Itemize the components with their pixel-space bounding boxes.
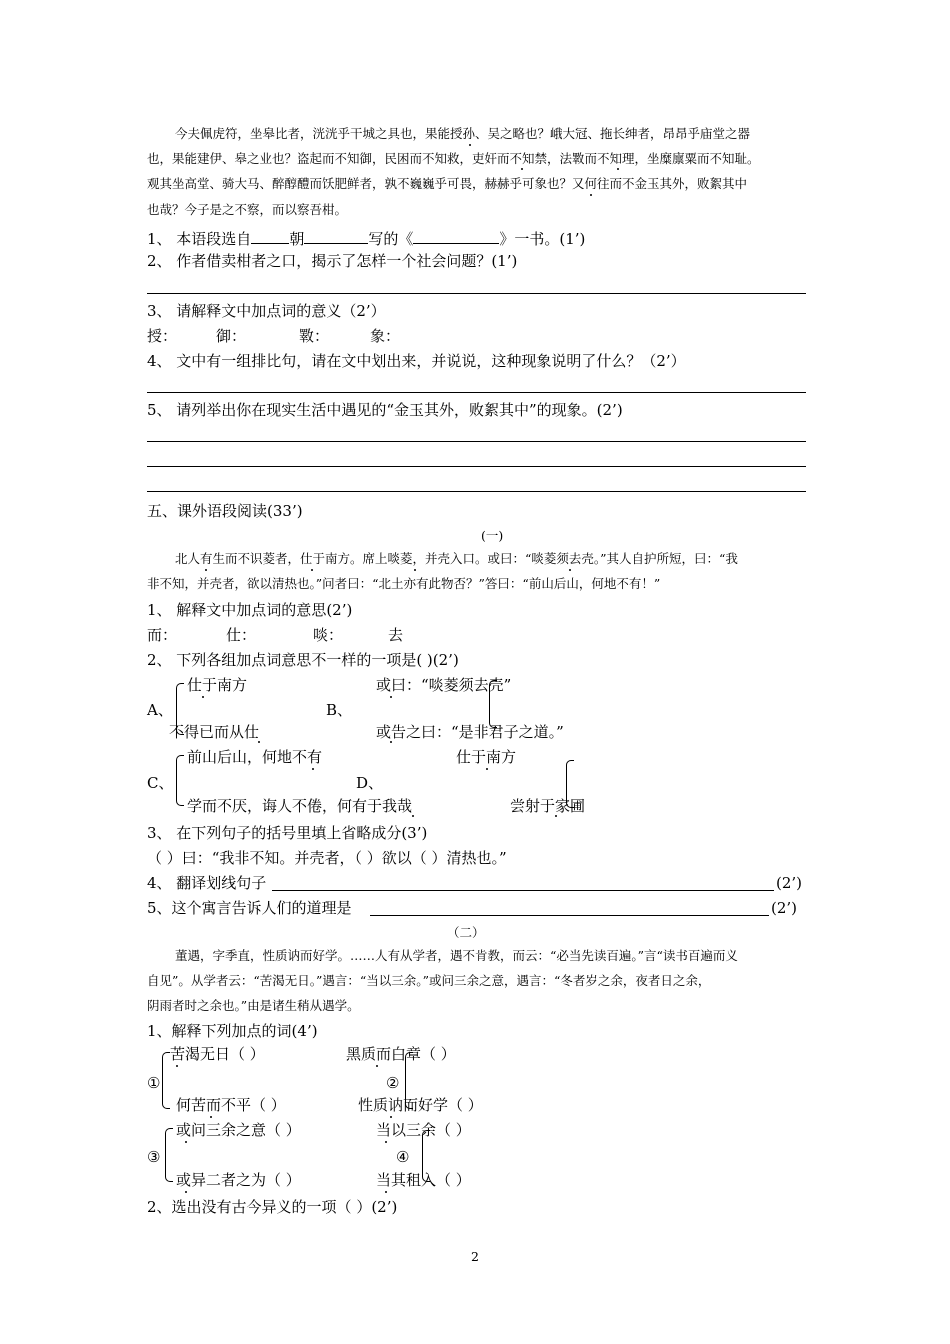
emphasis-dot	[469, 144, 471, 146]
emphasis-dot	[210, 1116, 212, 1118]
emphasis-dot	[376, 1065, 378, 1067]
part2-line3: 阴雨者时之余也。”由是诸生稍从遇学。	[147, 998, 360, 1013]
page-number: 2	[471, 1249, 479, 1264]
option-b-label[interactable]: B、	[326, 701, 353, 719]
emphasis-dot	[176, 1065, 178, 1067]
s5-question-2: 2、 下列各组加点词意思不一样的一项是( )(2’)	[147, 651, 459, 669]
option-a-label[interactable]: A、	[147, 701, 173, 719]
s5-q4-score: (2’)	[776, 874, 803, 892]
emphasis-dot	[390, 696, 392, 698]
answer-line[interactable]	[147, 491, 806, 492]
passage1-line3: 观其坐高堂、骑大马、醉醇醴而饫肥鲜者，孰不巍巍乎可畏，赫赫乎可象也？又何往而不金玉其外，败絮其中	[147, 176, 748, 191]
emphasis-dot	[521, 168, 523, 170]
emphasis-dot	[486, 768, 488, 770]
blank[interactable]	[304, 229, 368, 244]
question-4: 4、 文中有一组排比句，请在文中划出来，并说说，这种现象说明了什么？（2’）	[147, 352, 686, 370]
p2-question-2: 2、选出没有古今异义的一项（ ）(2’)	[147, 1198, 398, 1216]
emphasis-dot	[258, 741, 260, 743]
option-d-label[interactable]: D、	[356, 774, 384, 792]
option-d-line2: 尝射于家圃	[510, 797, 586, 815]
part2-title: （二）	[447, 925, 485, 940]
emphasis-dot	[311, 569, 313, 571]
passage1-line4: 也哉？今子是之不察，而以察吾柑。	[147, 202, 348, 217]
group4-item-b[interactable]: 当其租入（ ）	[376, 1171, 471, 1189]
part2-line1: 董遇，字季直，性质讷而好学。……人有从学者，遇不肯教，而云：“必当先读百遍。”言“读书百遍而义	[175, 948, 738, 963]
group3-label: ③	[147, 1148, 161, 1166]
group4-item-a[interactable]: 当以三余（ ）	[376, 1121, 471, 1139]
part1-title: (一)	[481, 528, 504, 543]
passage1-line2: 也，果能建伊、皋之业也？盗起而不知御，民困而不知救，吏奸而不知禁，法斁而不知理，坐糜廪粟而不知耻。	[147, 151, 760, 166]
emphasis-dot	[202, 696, 204, 698]
question-1: 1、 本语段选自 朝 写的《 》一书。(1’)	[147, 230, 586, 248]
s5-question-3: 3、 在下列句子的括号里填上省略成分(3’)	[147, 824, 428, 842]
emphasis-dot	[385, 1141, 387, 1143]
group3-item-b[interactable]: 或异二者之为（ ）	[176, 1171, 301, 1189]
answer-line[interactable]	[147, 441, 806, 442]
blank[interactable]	[251, 229, 289, 244]
blank[interactable]	[413, 229, 499, 244]
option-b-line1: 或曰：“啖菱须去壳”	[376, 676, 512, 694]
option-c-line2: 学而不厌，诲人不倦，何有于我哉	[187, 797, 413, 815]
part1-line1: 北人有生而不识菱者，仕于南方。席上啖菱，并壳入口。或曰：“啖菱须去壳。”其人自护所短，曰：“我	[175, 551, 738, 566]
emphasis-dot	[569, 569, 571, 571]
answer-line[interactable]	[272, 890, 774, 891]
group1-label: ①	[147, 1074, 161, 1092]
passage1-line1: 今夫佩虎符，坐皋比者，洸洸乎干城之具也，果能授孙、吴之略也？峨大冠、拖长绅者，昂昂乎庙堂之器	[175, 126, 751, 141]
question-5: 5、 请列举出你在现实生活中遇见的“金玉其外，败絮其中”的现象。(2’)	[147, 401, 623, 419]
group1-item-b[interactable]: 何苦而不平（ ）	[176, 1096, 286, 1114]
emphasis-dot	[414, 569, 416, 571]
emphasis-dot	[390, 1116, 392, 1118]
group1-item-a[interactable]: 苦渴无日（ ）	[170, 1045, 265, 1063]
brace-group3	[165, 1128, 173, 1182]
emphasis-dot	[312, 768, 314, 770]
brace-group1	[162, 1052, 170, 1109]
option-b-line2: 或告之曰：“是非君子之道。”	[376, 723, 564, 741]
question-3: 3、 请解释文中加点词的意义（2’）	[147, 302, 386, 320]
emphasis-dot	[385, 1191, 387, 1193]
s5-q1-word-3: 啖：	[313, 626, 344, 644]
emphasis-dot	[390, 741, 392, 743]
s5-q1-word-4: 去	[388, 626, 404, 644]
s5-question-4: 4、 翻译划线句子	[147, 874, 267, 892]
question-2: 2、 作者借卖柑者之口，揭示了怎样一个社会问题？(1’)	[147, 252, 518, 270]
group3-item-a[interactable]: 或问三余之意（ ）	[176, 1121, 301, 1139]
option-d-line1: 仕于南方	[456, 748, 517, 766]
s5-question-5: 5、这个寓言告诉人们的道理是	[147, 899, 352, 917]
emphasis-dot	[412, 815, 414, 817]
option-a-line1: 仕于南方	[187, 676, 248, 694]
s5-q5-score: (2’)	[771, 899, 798, 917]
s5-q1-word-1: 而：	[147, 626, 178, 644]
emphasis-dot	[185, 1191, 187, 1193]
q3-word-1: 授：	[147, 327, 178, 345]
p2-question-1: 1、解释下列加点的词(4’)	[147, 1022, 318, 1040]
s5-question-1: 1、 解释文中加点词的意思(2’)	[147, 601, 353, 619]
emphasis-dot	[205, 569, 207, 571]
s5-q3-sentence[interactable]: （ ）曰：“我非不知。并壳者，（ ）欲以（ ）清热也。”	[147, 849, 507, 867]
section5-title: 五、课外语段阅读(33’)	[147, 502, 303, 520]
emphasis-dot	[617, 168, 619, 170]
s5-q1-word-2: 仕：	[226, 626, 257, 644]
q3-word-3: 斁：	[299, 327, 330, 345]
option-c-line1: 前山后山，何地不有	[187, 748, 323, 766]
q3-word-2: 御：	[216, 327, 247, 345]
q3-word-4: 象：	[370, 327, 401, 345]
part2-line2: 自见”。从学者云：“苦渴无日。”遇言：“当以三余。”或问三余之意，遇言：“冬者岁之余，夜者日之余，	[147, 973, 711, 988]
answer-line[interactable]	[147, 392, 806, 393]
emphasis-dot	[555, 815, 557, 817]
answer-line[interactable]	[147, 466, 806, 467]
answer-line[interactable]	[147, 293, 806, 294]
option-a-line2: 不得已而从仕	[169, 723, 260, 741]
answer-line[interactable]	[370, 915, 769, 916]
group2-item-a[interactable]: 黑质而白章（ ）	[346, 1045, 456, 1063]
group4-label: ④	[396, 1148, 410, 1166]
group2-label: ②	[386, 1074, 400, 1092]
option-c-label[interactable]: C、	[147, 774, 174, 792]
emphasis-dot	[590, 194, 592, 196]
part1-line2: 非不知，并壳者，欲以清热也。”问者曰：“北土亦有此物否？”答曰：“前山后山，何地不有！”	[147, 576, 661, 591]
brace-c	[176, 755, 184, 806]
group2-item-b[interactable]: 性质讷而好学（ ）	[358, 1096, 483, 1114]
emphasis-dot	[185, 1141, 187, 1143]
